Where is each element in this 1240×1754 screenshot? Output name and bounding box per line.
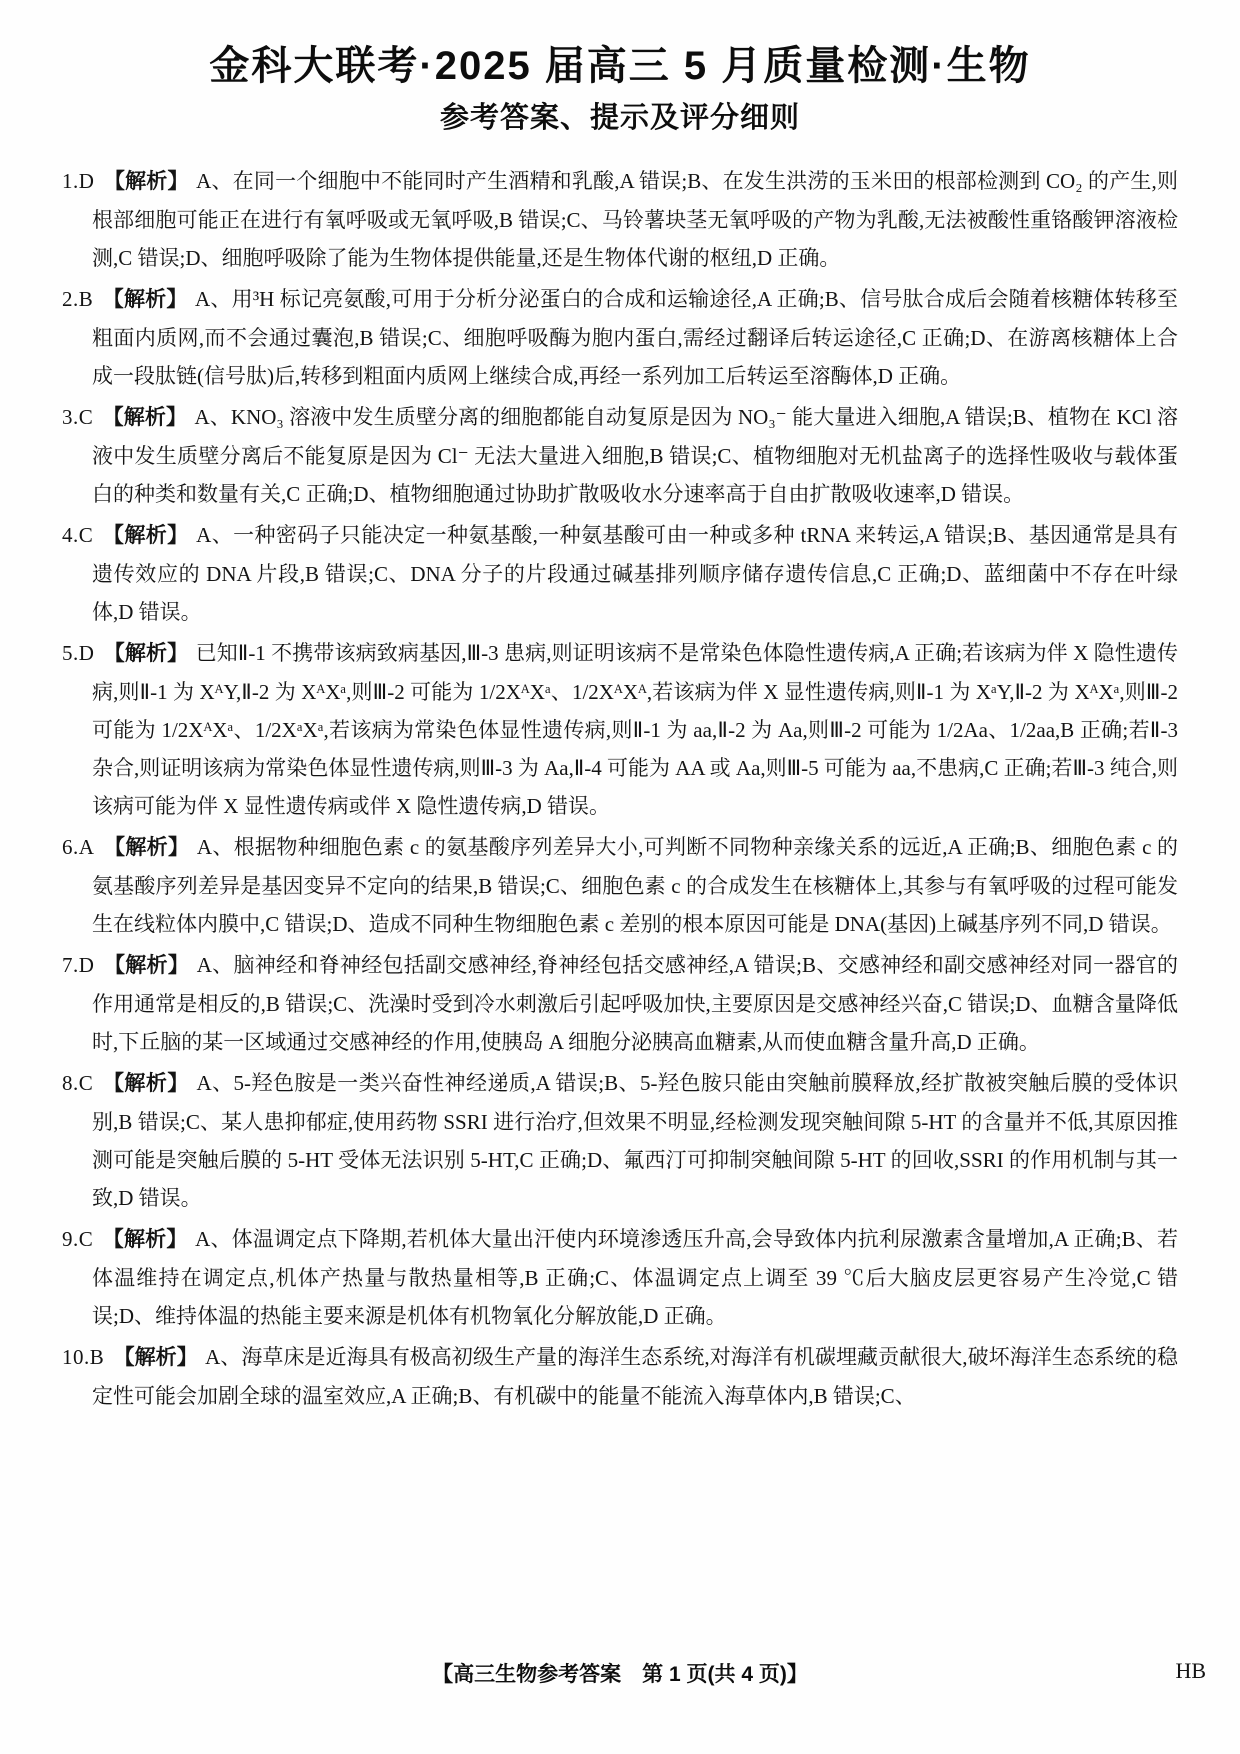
answer-number: 6.A [62, 835, 95, 859]
answer-number: 9.C [62, 1227, 94, 1251]
analysis-label: 【解析】 [103, 642, 189, 665]
analysis-label: 【解析】 [104, 836, 190, 859]
analysis-label: 【解析】 [102, 1072, 189, 1095]
answer-item-5 [62, 634, 1178, 825]
analysis-text: A、脑神经和脊神经包括副交感神经,脊神经包括交感神经,A 错误;B、交感神经和副交感神经对同一器官的作用通常是相反的,B 错误;C、洗澡时受到冷水刺激后引起呼吸加快,主要原因是交感神经兴奋,C 错误;D、血糖含量降低时,下丘脑的某一区域通过交感神经的作用,使胰岛 A 细胞分泌胰高血糖素,从而使血糖含量升高,D 正确。 [92, 953, 1179, 1054]
analysis-text: A、用³H 标记亮氨酸,可用于分析分泌蛋白的合成和运输途径,A 正确;B、信号肽合成后会随着核糖体转移至粗面内质网,而不会通过囊泡,B 错误;C、细胞呼吸酶为胞内蛋白,需经过翻译后转运途径,C 正确;D、在游离核糖体上合成一段肽链(信号肽)后,转移到粗面内质网上继续合成,再经一系列加工后转运至溶酶体,D 正确。 [92, 287, 1179, 388]
analysis-label: 【解析】 [102, 1228, 188, 1251]
answer-item-8 [62, 1064, 1178, 1217]
answer-item-10 [62, 1338, 1178, 1415]
analysis-text: A、一种密码子只能决定一种氨基酸,一种氨基酸可由一种或多种 tRNA 来转运,A 错误;B、基因通常是具有遗传效应的 DNA 片段,B 错误;C、DNA 分子的片段通过碱基排列顺序储存遗传信息,C 正确;D、蓝细菌中不存在叶绿体,D 错误。 [92, 523, 1179, 624]
page-footer [62, 1658, 1206, 1698]
footer-page-info: 【高三生物参考答案 第 1 页(共 4 页)】 [432, 1663, 808, 1686]
answer-item-6 [62, 828, 1178, 943]
answer-number: 2.B [62, 287, 94, 311]
answer-number: 4.C [62, 523, 94, 547]
answer-item-9 [62, 1220, 1178, 1335]
answer-list [62, 162, 1178, 1415]
doc-title: 金科大联考·2025 届高三 5 月质量检测·生物 [209, 44, 1031, 88]
analysis-text: A、海草床是近海具有极高初级生产量的海洋生态系统,对海洋有机碳埋藏贡献很大,破坏海洋生态系统的稳定性可能会加剧全球的温室效应,A 正确;B、有机碳中的能量不能流入海草体内,B 错误;C、 [92, 1345, 1179, 1408]
footer-paper-code: HB [1175, 1658, 1206, 1683]
answer-item-7 [62, 946, 1178, 1061]
answer-number: 8.C [62, 1071, 94, 1095]
analysis-text: A、5-羟色胺是一类兴奋性神经递质,A 错误;B、5-羟色胺只能由突触前膜释放,经扩散被突触后膜的受体识别,B 错误;C、某人患抑郁症,使用药物 SSRI 进行治疗,但效果不明显,经检测发现突触间隙 5-HT 的含量并不低,其原因推测可能是突触后膜的 5-HT 受体无法识别 5-HT,C 正确;D、氟西汀可抑制突触间隙 5-HT 的回收,SSRI 的作用机制与其一致,D 错误。 [92, 1071, 1179, 1210]
answer-number: 10.B [62, 1345, 105, 1369]
analysis-text: A、体温调定点下降期,若机体大量出汗使内环境渗透压升高,会导致体内抗利尿激素含量增加,A 正确;B、若体温维持在调定点,机体产热量与散热量相等,B 正确;C、体温调定点上调至 39 ℃后大脑皮层更容易产生冷觉,C 错误;D、维持体温的热能主要来源是机体有机物氧化分解放能,D 正确。 [92, 1227, 1179, 1328]
analysis-text: A、在同一个细胞中不能同时产生酒精和乳酸,A 错误;B、在发生洪涝的玉米田的根部检测到 CO₂ 的产生,则根部细胞可能正在进行有氧呼吸或无氧呼吸,B 错误;C、马铃薯块茎无氧呼吸的产物为乳酸,无法被酸性重铬酸钾溶液检测,C 错误;D、细胞呼吸除了能为生物体提供能量,还是生物体代谢的枢纽,D 正确。 [92, 169, 1179, 270]
answer-item-2 [62, 280, 1178, 395]
answer-number: 3.C [62, 405, 94, 429]
analysis-label: 【解析】 [103, 170, 189, 193]
answer-number: 1.D [62, 169, 95, 193]
answer-number: 7.D [62, 953, 95, 977]
answer-item-4 [62, 516, 1178, 631]
analysis-text: 已知Ⅱ-1 不携带该病致病基因,Ⅲ-3 患病,则证明该病不是常染色体隐性遗传病,A 正确;若该病为伴 X 隐性遗传病,则Ⅱ-1 为 XᴬY,Ⅱ-2 为 XᴬXᵃ,则Ⅲ-2 可能为 1/2XᴬXᵃ、1/2XᴬXᴬ,若该病为伴 X 显性遗传病,则Ⅱ-1 为 XᵃY,Ⅱ-2 为 XᴬXᵃ,则Ⅲ-2 可能为 1/2XᴬXᵃ、1/2XᵃXᵃ,若该病为常染色体显性遗传病,则Ⅱ-1 为 aa,Ⅱ-2 为 Aa,则Ⅲ-2 可能为 1/2Aa、1/2aa,B 正确;若Ⅱ-3 杂合,则证明该病为常染色体显性遗传病,则Ⅲ-3 为 Aa,Ⅱ-4 可能为 AA 或 Aa,则Ⅲ-5 可能为 aa,不患病,C 正确;若Ⅲ-3 纯合,则该病可能为伴 X 显性遗传病或伴 X 隐性遗传病,D 错误。 [92, 641, 1179, 818]
analysis-text: A、KNO₃ 溶液中发生质壁分离的细胞都能自动复原是因为 NO₃⁻ 能大量进入细胞,A 错误;B、植物在 KCl 溶液中发生质壁分离后不能复原是因为 Cl⁻ 无法大量进入细胞,B 错误;C、植物细胞对无机盐离子的选择性吸收与载体蛋白的种类和数量有关,C 正确;D、植物细胞通过协助扩散吸收水分速率高于自由扩散吸收速率,D 错误。 [92, 405, 1179, 506]
doc-subtitle: 参考答案、提示及评分细则 [439, 102, 800, 134]
analysis-label: 【解析】 [103, 954, 190, 977]
analysis-label: 【解析】 [113, 1346, 198, 1369]
analysis-label: 【解析】 [102, 288, 188, 311]
answer-item-1 [62, 162, 1178, 277]
analysis-text: A、根据物种细胞色素 c 的氨基酸序列差异大小,可判断不同物种亲缘关系的远近,A 正确;B、细胞色素 c 的氨基酸序列差异是基因变异不定向的结果,B 错误;C、细胞色素 c 的合成发生在核糖体上,其参与有氧呼吸的过程可能发生在线粒体内膜中,C 错误;D、造成不同种生物细胞色素 c 差别的根本原因可能是 DNA(基因)上碱基序列不同,D 错误。 [92, 835, 1179, 936]
answer-number: 5.D [62, 641, 95, 665]
analysis-label: 【解析】 [102, 524, 189, 547]
answer-item-3 [62, 398, 1178, 513]
analysis-label: 【解析】 [102, 406, 188, 429]
